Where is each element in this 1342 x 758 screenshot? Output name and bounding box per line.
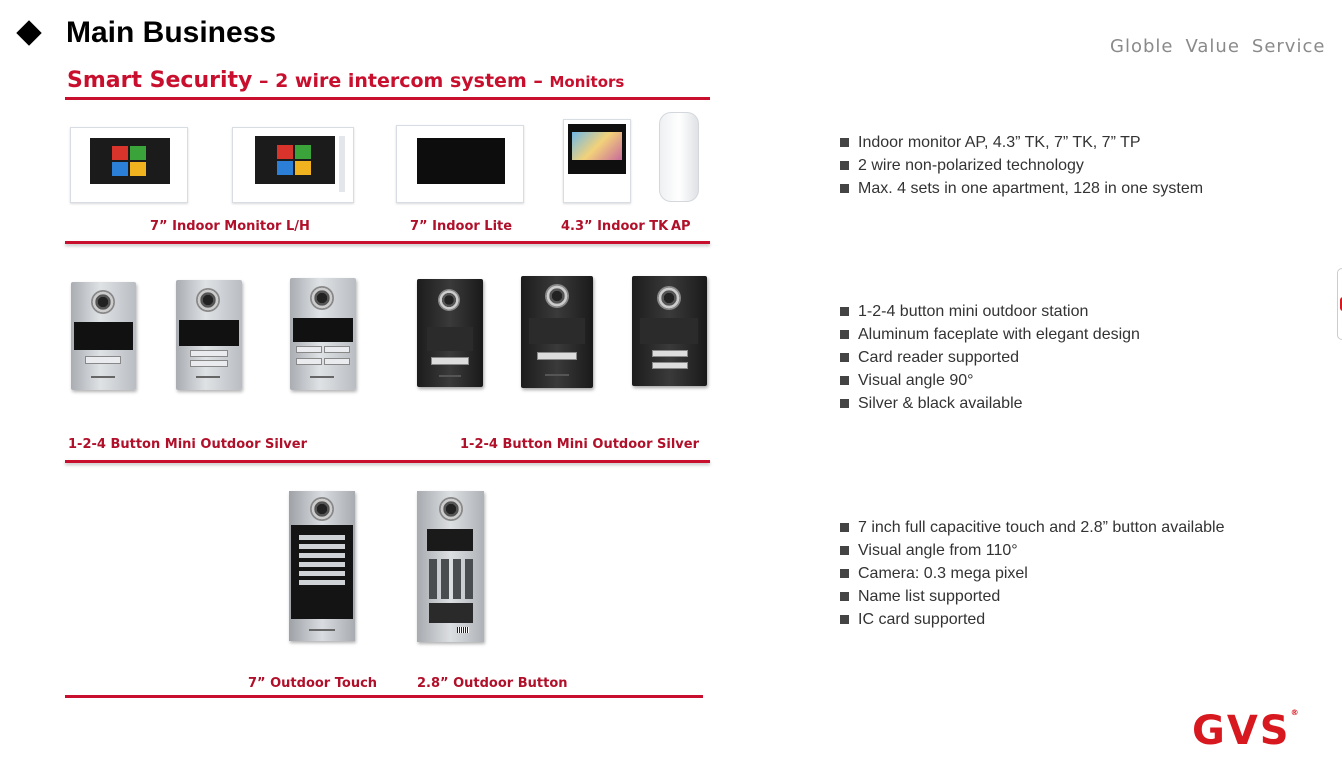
bullet-list-outdoor (840, 516, 1224, 631)
caption-indoor-lite: 7” Indoor Lite (410, 219, 513, 234)
row-divider (65, 695, 703, 698)
list-item: Max. 4 sets in one apartment, 128 in one system (840, 177, 1203, 200)
square-bullet-icon (840, 353, 849, 362)
row-divider (65, 241, 710, 244)
section-title-sub: – 2 wire intercom system – (252, 70, 550, 92)
caption-indoor-monitor-lh: 7” Indoor Monitor L/H (150, 219, 310, 234)
square-bullet-icon (840, 615, 849, 624)
list-item: Indoor monitor AP, 4.3” TK, 7” TK, 7” TP (840, 131, 1203, 154)
list-item: Card reader supported (840, 346, 1140, 369)
mini-outdoor-silver-1-image (71, 282, 136, 390)
caption-ap: AP (671, 219, 691, 234)
bullet-list-mini-outdoor (840, 300, 1140, 415)
mini-outdoor-silver-4-image (290, 278, 356, 390)
list-item: 1-2-4 button mini outdoor station (840, 300, 1140, 323)
row-divider (65, 460, 710, 463)
list-item: Aluminum faceplate with elegant design (840, 323, 1140, 346)
square-bullet-icon (840, 546, 849, 555)
indoor-tk-image (563, 119, 631, 203)
logo-text: GVS (1192, 708, 1291, 754)
section-title-category: Monitors (549, 73, 625, 91)
mini-outdoor-black-1-image (417, 279, 483, 387)
indoor-monitor-l-image (70, 127, 188, 203)
slogan-word-service: Service (1251, 36, 1326, 57)
section-title-main: Smart Security (67, 68, 253, 93)
square-bullet-icon (840, 330, 849, 339)
outdoor-button-image (417, 491, 484, 642)
caption-mini-outdoor-black: 1-2-4 Button Mini Outdoor Silver (460, 437, 699, 452)
list-item: Camera: 0.3 mega pixel (840, 562, 1224, 585)
slogan-word-value: Value (1185, 36, 1240, 57)
page-title: Main Business (66, 16, 277, 49)
slogan (1110, 36, 1337, 57)
list-item: 7 inch full capacitive touch and 2.8” button available (840, 516, 1224, 539)
registered-mark: ® (1290, 708, 1301, 717)
list-item: Visual angle from 110° (840, 539, 1224, 562)
list-item: IC card supported (840, 608, 1224, 631)
caption-indoor-tk: 4.3” Indoor TK (561, 219, 669, 234)
caption-outdoor-touch: 7” Outdoor Touch (248, 676, 378, 691)
bullet-diamond-icon (16, 20, 41, 45)
mini-outdoor-black-4-image (632, 276, 707, 386)
square-bullet-icon (840, 569, 849, 578)
bullet-list-monitors (840, 131, 1203, 200)
section-title (67, 68, 624, 93)
square-bullet-icon (840, 592, 849, 601)
outdoor-touch-image (289, 491, 355, 641)
square-bullet-icon (840, 184, 849, 193)
section-divider (65, 97, 710, 100)
square-bullet-icon (840, 376, 849, 385)
slogan-word-globle: Globle (1110, 36, 1174, 57)
square-bullet-icon (840, 523, 849, 532)
square-bullet-icon (840, 399, 849, 408)
edge-tab-icon (1337, 268, 1342, 340)
indoor-monitor-h-image (232, 127, 354, 203)
indoor-lite-image (396, 125, 524, 203)
list-item: Name list supported (840, 585, 1224, 608)
gvs-logo (1192, 708, 1301, 754)
square-bullet-icon (840, 307, 849, 316)
list-item: Visual angle 90° (840, 369, 1140, 392)
ap-monitor-image (659, 112, 699, 202)
caption-outdoor-button: 2.8” Outdoor Button (417, 676, 568, 691)
list-item: 2 wire non-polarized technology (840, 154, 1203, 177)
mini-outdoor-silver-2-image (176, 280, 242, 390)
list-item: Silver & black available (840, 392, 1140, 415)
square-bullet-icon (840, 161, 849, 170)
caption-mini-outdoor-silver: 1-2-4 Button Mini Outdoor Silver (68, 437, 307, 452)
mini-outdoor-black-2-image (521, 276, 593, 388)
square-bullet-icon (840, 138, 849, 147)
